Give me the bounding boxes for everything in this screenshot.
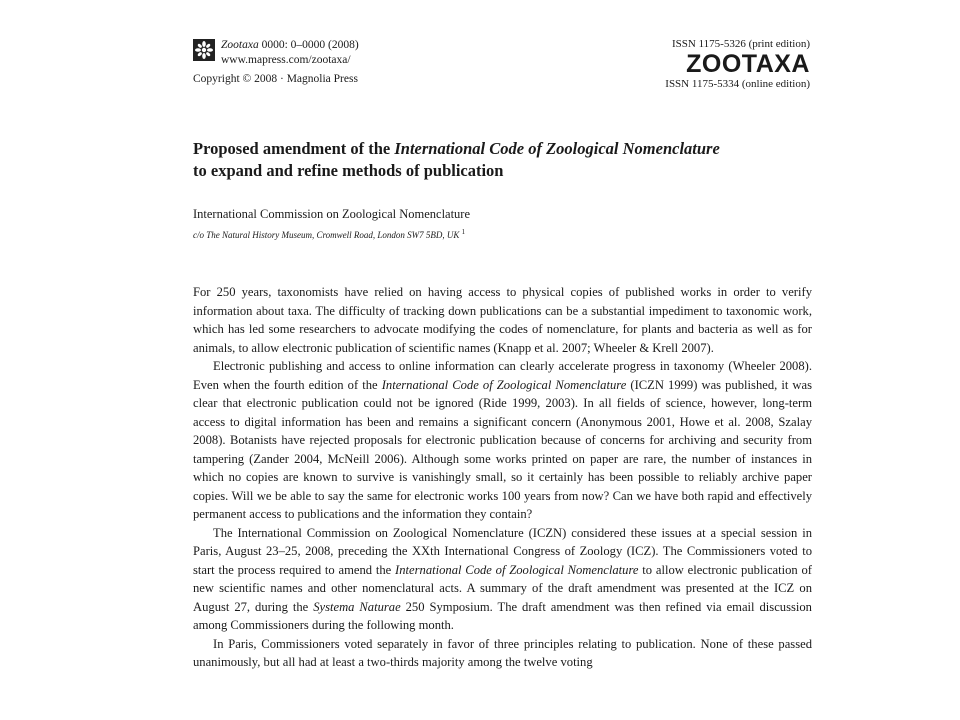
issn-block bbox=[610, 38, 810, 91]
journal-citation bbox=[221, 38, 359, 53]
paragraph-2-a: Electronic publishing and access to online information can clearly accelerate progress in taxonomy (Wheeler 2008). Even when the fourth edition of the bbox=[193, 359, 812, 392]
paragraph-1: For 250 years, taxonomists have relied on having access to physical copies of published works in order to verify information about taxa. The difficulty of tracking down publications can be a substantial impediment to taxonomic work, which has led some researchers to advocate modifying the codes of nomenclature, for plants and bacteria as well as for animals, to allow electronic publication of scientific names (Knapp et al. 2007; Wheeler & Krell 2007). bbox=[193, 285, 812, 355]
paragraph-3 bbox=[193, 524, 812, 635]
paragraph-3-a: The International Commission on Zoological Nomenclature (ICZN) considered these issues at a special session in Paris, August 23–25, 2008, preceding the XXth International Congress of Zoology (ICZ). The Commissioners voted to start the process required to amend the bbox=[193, 525, 812, 577]
paragraph-3-italic-2: Systema Naturae bbox=[313, 599, 401, 614]
title-part2: to expand and refine methods of publication bbox=[193, 161, 504, 180]
affiliation bbox=[193, 228, 465, 240]
journal-name: Zootaxa bbox=[221, 39, 259, 51]
paragraph-3-c: 250 Symposium. The draft amendment was then refined via email discussion among Commissioners during the following month. bbox=[193, 599, 812, 632]
article-body bbox=[193, 283, 812, 672]
copyright-line: Copyright © 2008 · Magnolia Press bbox=[193, 73, 358, 85]
paragraph-2-b: (ICZN 1999) was published, it was clear that electronic publication could not be ignored (Ride 1999, 2003). In all fields of science, however, long-term access to digital information has been and remains a significant concern (Anonymous 2001, Howe et al. 2008, Szalay 2008). Botanists have rejected proposals for electronic publication because of concerns for archiving and security from tampering (Zander 2004, McNeill 2006). Although some works printed on paper are rare, the number of instances in which no copies are known to survive is vanishingly small, so it certainly has been possible to reliably archive paper copies. Will we be able to say the same for electronic works 100 years from now? Can we have both rapid and effectively permanent access to publications and the information they contain? bbox=[193, 377, 813, 521]
paragraph-2-italic: International Code of Zoological Nomenclature bbox=[381, 377, 627, 392]
issn-online: ISSN 1175-5334 (online edition) bbox=[665, 78, 810, 90]
snowflake-flower-icon bbox=[193, 39, 215, 61]
article-title bbox=[193, 138, 813, 182]
journal-url[interactable]: www.mapress.com/zootaxa/ bbox=[221, 54, 351, 66]
paragraph-3-b: to allow electronic publication of new scientific names and other nomenclatural acts. A summary of the draft amendment was presented at the ICZ on August 27, during the bbox=[193, 562, 812, 614]
paragraph-2 bbox=[193, 357, 812, 524]
title-italic: International Code of Zoological Nomenclature bbox=[394, 139, 720, 158]
title-part1: Proposed amendment of the bbox=[193, 139, 395, 158]
affiliation-text: c/o The Natural History Museum, Cromwell Road, London SW7 5BD, UK bbox=[193, 230, 460, 240]
paragraph-4: In Paris, Commissioners voted separately in favor of three principles relating to publication. None of these passed unanimously, but all had at least a two-thirds majority among the twelve voting bbox=[193, 636, 812, 669]
paragraph-3-italic: International Code of Zoological Nomenclature bbox=[395, 562, 639, 577]
journal-volume: 0000: 0–0000 (2008) bbox=[258, 39, 359, 51]
journal-brand: ZOOTAXA bbox=[686, 50, 810, 78]
author: International Commission on Zoological Nomenclature bbox=[193, 207, 471, 221]
journal-meta bbox=[221, 38, 359, 68]
issn-print: ISSN 1175-5326 (print edition) bbox=[672, 38, 810, 50]
affiliation-footnote-marker: 1 bbox=[461, 228, 466, 236]
